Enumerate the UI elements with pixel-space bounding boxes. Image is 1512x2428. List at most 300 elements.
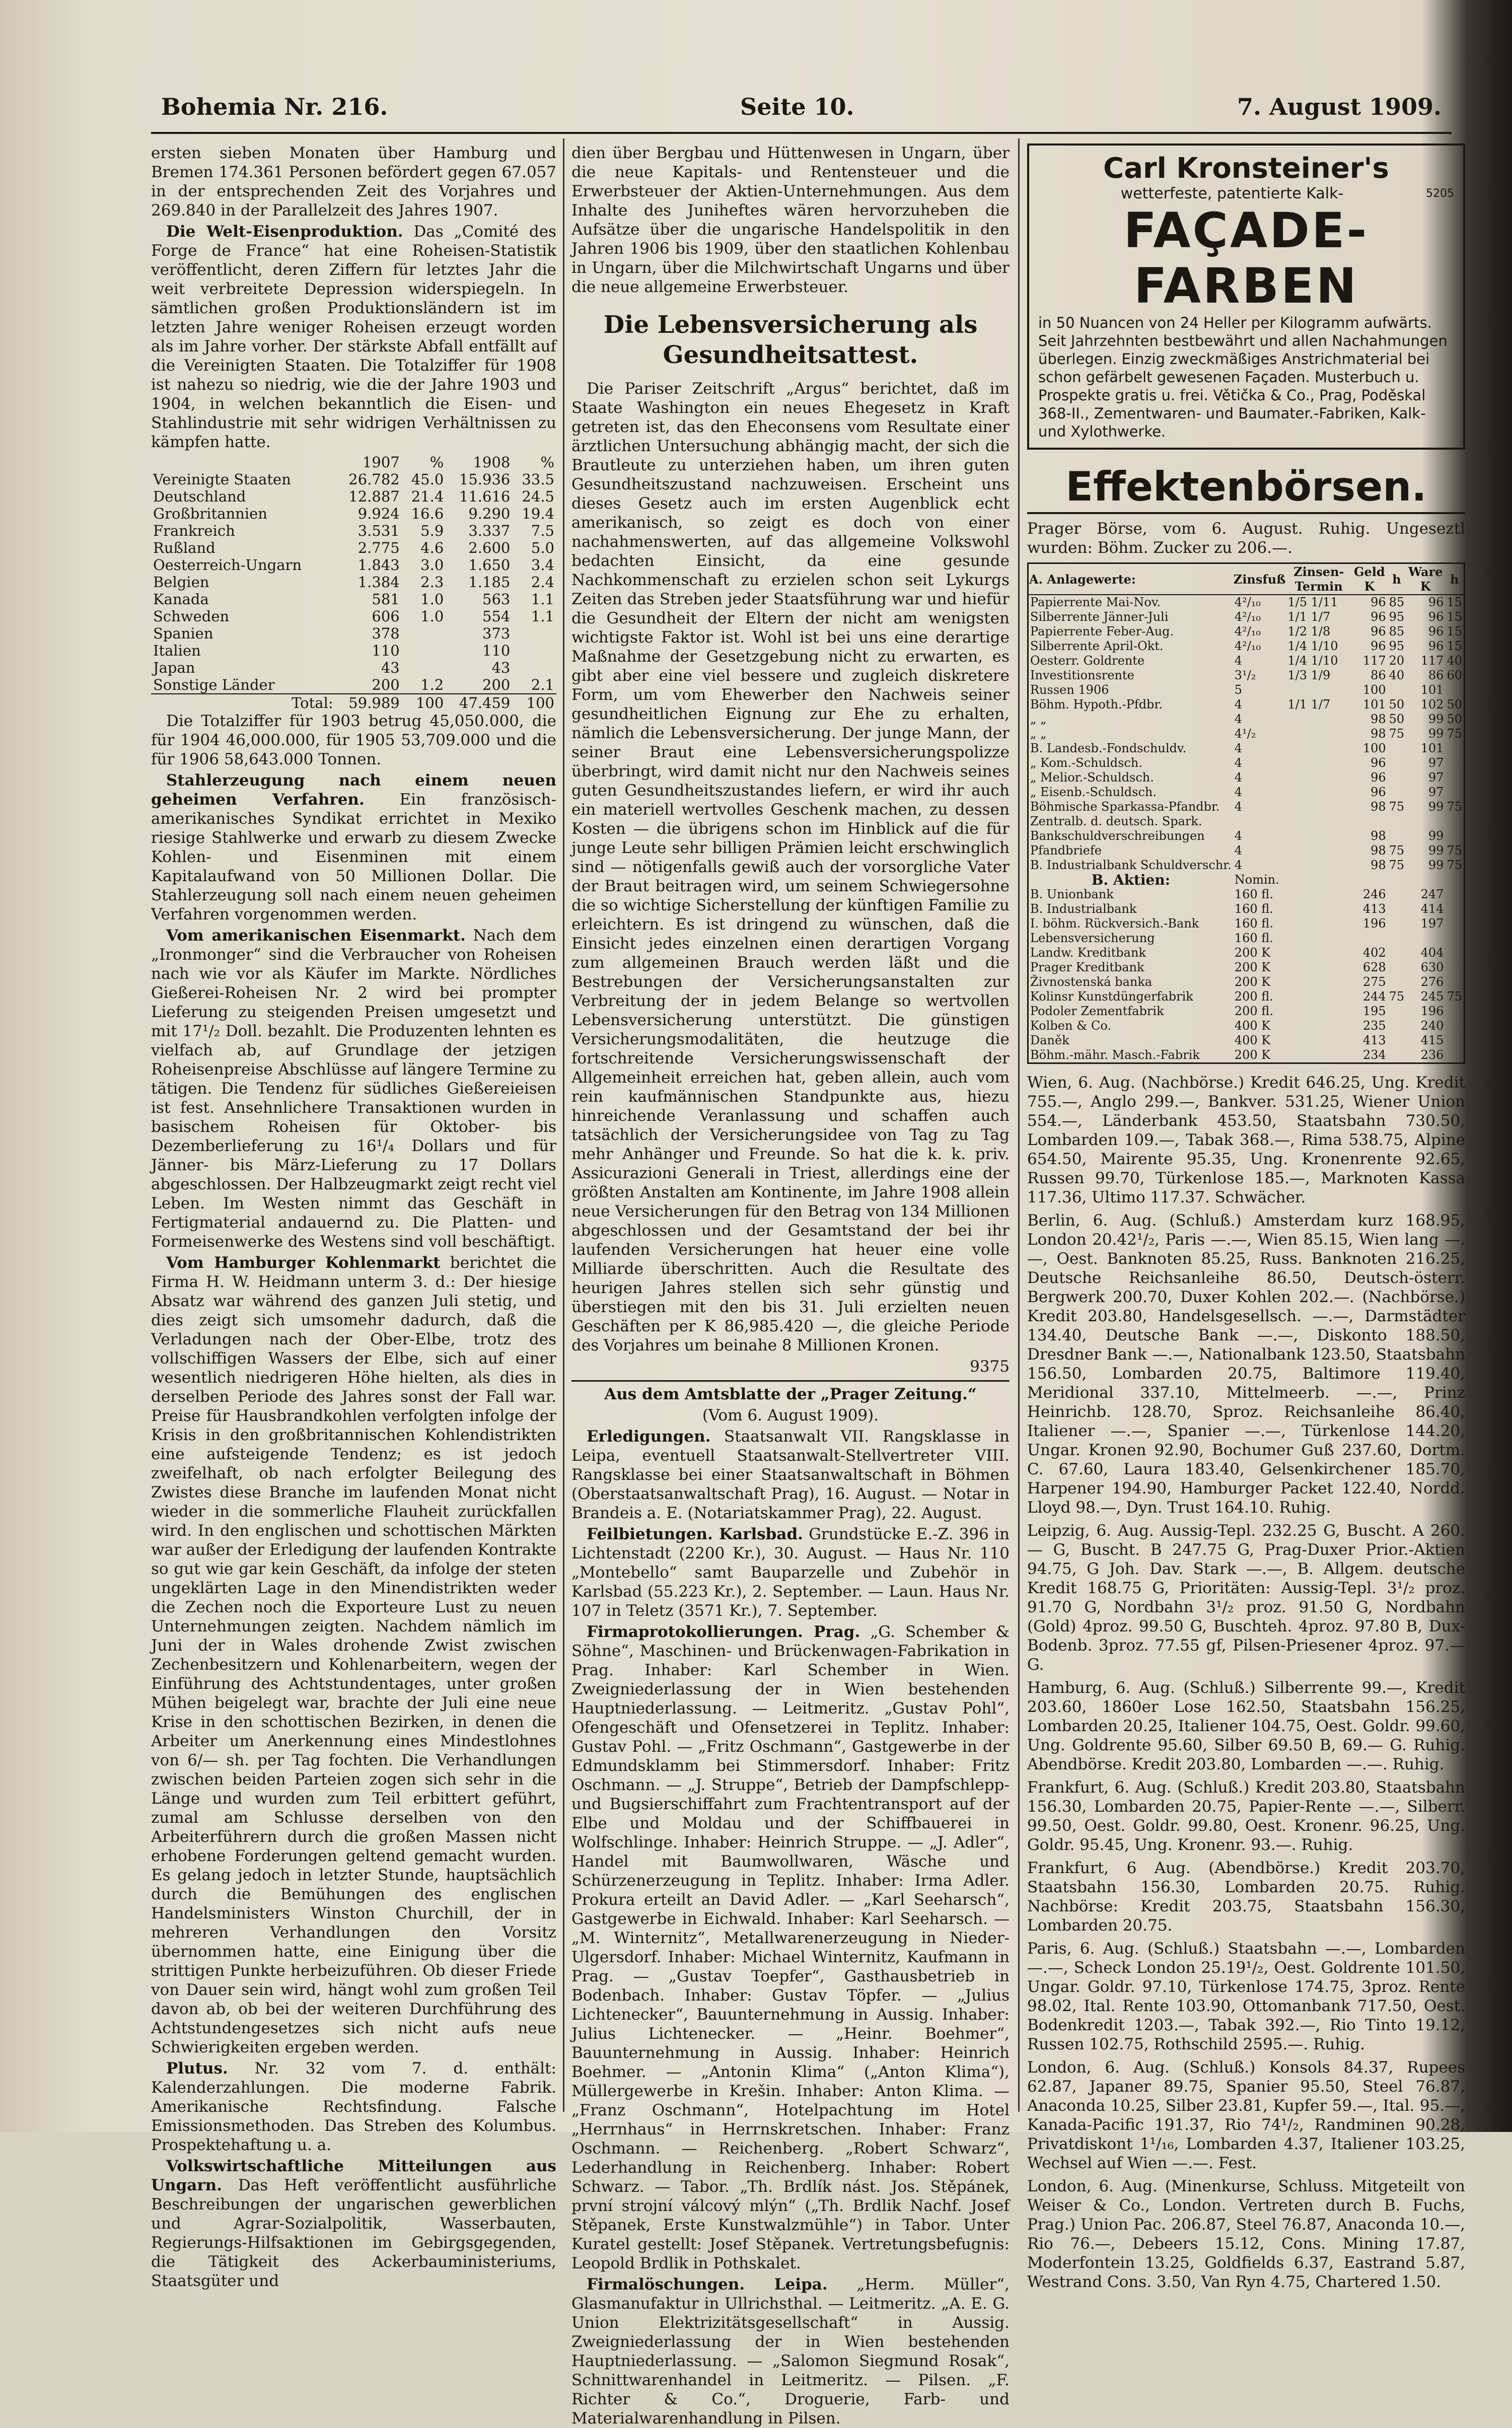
table-cell: 100 (1362, 683, 1386, 697)
table-cell: 96 (1428, 624, 1444, 638)
column-3 (1027, 144, 1465, 2291)
article-hamburg-coal (151, 1253, 556, 2057)
ad-title: FAÇADE-FARBEN (1123, 202, 1369, 314)
table-cell: Total: (292, 694, 333, 711)
table-cell (1388, 683, 1406, 697)
table-cell: 5.9 (420, 522, 444, 539)
table-cell: B. Industrialbank Schuldverschr. (1030, 858, 1232, 872)
table-cell: 606 (372, 608, 400, 625)
table-cell: Kanada (153, 591, 209, 608)
heading-american-iron: Vom amerikanischen Eisenmarkt. (166, 926, 466, 945)
table-cell: Rußland (153, 539, 215, 556)
table-cell (1286, 858, 1351, 873)
table-cell: 4 (1234, 756, 1243, 770)
table-cell: Oesterreich-Ungarn (153, 556, 302, 574)
table-cell: 628 (1362, 960, 1386, 974)
table-cell: 85 (1389, 624, 1405, 638)
table-cell (1286, 975, 1351, 989)
table-cell: Italien (153, 642, 201, 659)
table-row (151, 505, 556, 522)
table-cell: 3.531 (357, 522, 400, 539)
quote-header-cell: h (1388, 563, 1406, 595)
table-cell (1286, 1004, 1351, 1019)
table-cell: 200 K (1234, 1048, 1271, 1062)
table-cell (1445, 1048, 1464, 1063)
table-cell: 96 (1371, 595, 1386, 609)
heading-hungary: Volkswirtschaftliche Mitteilungen aus Ungarn. (151, 2157, 556, 2194)
table-cell: 96 (1371, 639, 1386, 653)
table-cell: 102 (1420, 697, 1444, 711)
table-cell: 12.887 (348, 488, 400, 505)
table-cell (1445, 887, 1464, 902)
quote-header-cell: h (1445, 563, 1464, 595)
table-cell: 75 (1389, 800, 1405, 814)
table-cell (1286, 946, 1351, 960)
table-cell: Zentralb. d. deutsch. Spark. (1030, 814, 1202, 828)
table-cell: 1.1 (531, 591, 554, 608)
table-header-cell: 1907 (362, 454, 400, 471)
table-cell: 101 (1420, 683, 1444, 697)
table-cell: 5.0 (531, 539, 554, 556)
table-cell: 98 (1371, 727, 1386, 741)
table-cell: 15 (1447, 624, 1462, 638)
table-cell: 7.5 (531, 522, 554, 539)
table-cell (1388, 814, 1406, 829)
table-cell: 400 K (1234, 1019, 1271, 1033)
table-cell: 96 (1371, 624, 1386, 638)
table-cell: 200 fl. (1234, 989, 1273, 1004)
table-cell: 4²/₁₀ (1234, 595, 1261, 609)
table-row (151, 608, 556, 625)
table-cell (1406, 814, 1445, 829)
table-row (151, 488, 556, 505)
table-cell: 1/1 1/7 (1287, 697, 1331, 711)
table-cell: 373 (482, 625, 511, 642)
table-header-cell: % (540, 454, 554, 471)
table-cell: 16.6 (411, 505, 444, 522)
table-cell: Großbritannien (153, 505, 267, 522)
table-row (1028, 654, 1465, 668)
table-cell (1388, 931, 1406, 946)
table-cell: 234 (1362, 1048, 1386, 1062)
table-cell: 15 (1447, 595, 1462, 609)
table-header-row (151, 454, 556, 471)
article-hungary (151, 2157, 556, 2291)
article-emigration-end: ersten sieben Monaten über Hamburg und Bremen 174.361 Personen befördert gegen 67.057 in der entsprechenden Zeit des Vorjahres und 269.840 in der Parallelzeit des Jahres 1907. (151, 144, 556, 220)
table-row (1028, 595, 1465, 610)
text-steel: Ein französisch-amerikanisches Syndikat errichtet in Mexiko riesige Stahlwerke und erwarb zu diesem Zwecke Kohlen- und Eisenminen mit einem Kapitalaufwand von 50 Millionen Dollar. Die Stahlerzeugung soll nach einem neuen geheimen Verfahren vorgenommen werden. (151, 791, 556, 923)
table-cell: 1.843 (357, 556, 400, 574)
table-cell (1388, 1019, 1406, 1033)
prague-exchange-intro: Prager Börse, vom 6. August. Ruhig. Ungeseztl wurden: Böhm. Zucker zu 206.—. (1027, 520, 1465, 557)
table-cell: 200 (482, 676, 511, 693)
header-date: 7. August 1909. (1237, 93, 1442, 120)
table-cell (1286, 1033, 1351, 1048)
table-cell: 1/2 1/8 (1287, 624, 1331, 638)
table-cell: 200 (372, 676, 400, 693)
table-cell (1445, 683, 1464, 697)
ad-subtitle-text: wetterfeste, patentierte Kalk- (1120, 185, 1344, 202)
table-cell: 1/4 1/10 (1287, 639, 1338, 653)
table-row (1028, 887, 1465, 902)
quote-header-cell: Ware K (1406, 563, 1445, 595)
table-cell: „ Melior.-Schuldsch. (1030, 770, 1154, 784)
table-cell: 9.924 (357, 505, 400, 522)
table-cell: Japan (153, 659, 195, 676)
table-cell (1445, 931, 1464, 946)
table-cell: 630 (1420, 960, 1444, 974)
table-cell (1351, 814, 1388, 829)
table-row (1028, 683, 1465, 697)
table-cell: 200 fl. (1234, 1004, 1273, 1018)
quote-header-cell: Geld K (1351, 563, 1388, 595)
stock-report-item: London, 6. Aug. (Minenkurse, Schluss. Mitgeteilt von Weiser & Co., London. Vertreten durch B. Fuchs, Prag.) Union Pac. 206.87, Steel 76.87, Anaconda 10.—, Rio 76.—, Debeers 15.12, Cons. Mining 17.87, Moderfontein 13.25, Goldfields 6.37, Eastrand 5.87, Westrand Cons. 3.50, Van Ryn 4.75, Chartered 1.50. (1027, 2177, 1465, 2291)
table-cell (1388, 785, 1406, 800)
table-cell: Böhmische Sparkassa-Pfandbr. (1030, 800, 1220, 814)
table-cell: 101 (1420, 741, 1444, 755)
table-cell: Frankreich (153, 522, 235, 539)
table-cell: 100 (526, 694, 554, 711)
table-cell: 75 (1389, 858, 1405, 872)
table-cell: 4 (1234, 712, 1243, 726)
table-cell (1388, 756, 1406, 770)
table-row (151, 556, 556, 574)
table-cell (512, 642, 556, 659)
table-cell: 1/4 1/10 (1287, 654, 1338, 668)
table-cell (1286, 931, 1351, 946)
stock-exchange-reports (1027, 1073, 1465, 2292)
table-cell: 1.0 (420, 608, 444, 625)
table-cell: 95 (1389, 610, 1405, 624)
table-cell: 276 (1420, 975, 1444, 989)
table-cell: 4.6 (420, 539, 444, 556)
divider (571, 1380, 1010, 1382)
table-row (1028, 1033, 1465, 1048)
table-cell: 75 (1447, 843, 1462, 858)
iron-production-table (151, 454, 556, 711)
table-cell: 236 (1420, 1048, 1444, 1062)
table-cell: 15.936 (459, 471, 511, 488)
text-firm-deletions: „Herm. Müller“, Glasmanufaktur in Ullrichsthal. — Leitmeritz. „A. E. G. Union Elektrizitätsgesellschaft“ in Aussig. Zweigniederlassung der in Wien bestehenden Hauptniederlassung. — „Salomon Siegmund Rosak“, Schnittwarenhandel in Leitmeritz. — Pilsen. „F. Richter & Co.“, Droguerie, Farb- und Materialwarenhandlung in Pilsen. (571, 2275, 1010, 2427)
table-cell: 404 (1420, 946, 1444, 960)
table-cell: „ Kom.-Schuldsch. (1030, 756, 1142, 770)
table-cell: Böhm.-mähr. Masch.-Fabrik (1030, 1048, 1200, 1062)
table-cell: „ „ (1030, 727, 1047, 741)
table-header-cell: % (429, 454, 444, 471)
table-cell (1445, 814, 1464, 829)
table-cell: 50 (1447, 697, 1462, 711)
heading-firm-registrations: Firmaprotokollierungen. Prag. (587, 1623, 860, 1641)
table-cell: 5 (1234, 683, 1243, 697)
article-american-iron (151, 926, 556, 1251)
table-cell: Kolinsr Kunstdüngerfabrik (1030, 989, 1193, 1004)
stock-report-item: Leipzig, 6. Aug. Aussig-Tepl. 232.25 G, Buscht. A 260.— G, Buscht. B 247.75 G, Prag-Duxer Prior.-Aktien 94.75, G Joh. Dav. Stark —.—, B. Allgem. deutsche Kredit 168.75 G, Prioritäten: Aussig-Tepl. 3¹/₂ proz. 91.70 G, Nordbahn 3¹/₂ proz. 91.50 G, Nordbahn (Gold) 4proz. 99.50 G, Buschteh. 4proz. 97.80 B, Dux-Bodenb. 3proz. 77.55 gf, Pilsen-Priesener 4proz. 97.— G. (1027, 1522, 1465, 1674)
header-publication: Bohemia Nr. 216. (161, 93, 388, 120)
table-cell (1286, 814, 1351, 829)
table-cell: Živnostenská banka (1030, 975, 1153, 989)
table-cell: 110 (482, 642, 511, 659)
table-cell: 4 (1234, 843, 1243, 858)
table-cell (402, 659, 446, 676)
table-cell: 43 (381, 659, 400, 676)
table-cell: Oesterr. Goldrente (1030, 654, 1145, 668)
table-cell: 3.337 (468, 522, 511, 539)
table-cell: 1/1 1/7 (1287, 610, 1331, 624)
table-cell (1286, 712, 1351, 727)
table-cell: 45.0 (411, 471, 444, 488)
table-cell: 414 (1420, 902, 1444, 916)
stock-report-item: Frankfurt, 6 Aug. (Abendbörse.) Kredit 203.70, Staatsbahn 156.30, Lombarden 20.75. Ruhig. Nachbörse: Kredit 203.75, Staatsbahn 156.30, Lombarden 20.75. (1027, 1859, 1465, 1935)
table-cell: 50 (1389, 712, 1405, 726)
table-cell: 33.5 (522, 471, 554, 488)
table-row (1028, 756, 1465, 770)
table-cell (1388, 960, 1406, 975)
quote-section-title: B. Aktien: (1091, 872, 1171, 888)
table-cell: 9.290 (468, 505, 511, 522)
heading-plutus: Plutus. (166, 2059, 228, 2078)
table-cell (402, 625, 446, 642)
column-divider-2 (1018, 138, 1020, 2112)
table-cell: 75 (1447, 727, 1462, 741)
table-cell (1286, 887, 1351, 902)
table-row (151, 591, 556, 608)
article-hungary-cont: dien über Bergbau und Hüttenwesen in Ungarn, über die neue Kapitals- und Rentensteuer und die Erwerbsteuer der Aktien-Unternehmungen. Aus dem Inhalte des Juniheftes wären hervorzuheben die Aufsätze über die ungarische Handelspolitik in den Jahren 1906 bis 1909, über den staatlichen Kohlenbau in Ungarn, über die Milchwirtschaft Ungarns und über die neue allgemeine Erwerbsteuer. (571, 144, 1010, 296)
table-cell (1286, 683, 1351, 697)
table-cell: 99 (1428, 712, 1444, 726)
heading-official-gazette: Aus dem Amtsblatte der „Prager Zeitung.“ (604, 1385, 977, 1403)
table-cell (1388, 1048, 1406, 1063)
text-hamburg-coal: berichtet die Firma H. W. Heidmann unterm 3. d.: Der hiesige Absatz war während des ganzen Juli stetig, und dies zeigt sich umsomehr dadurch, daß die Verladungen nach der Ober-Elbe, trotz des vollschiffigen Wassers der Elbe, sich auf einer wesentlich niedrigeren Höhe hielten, als dies in derselben Periode des Jahres sonst der Fall war. Preise für Hausbrandkohlen verfolgten infolge der Krisis in den großbritannischen Kohlendistrikten eine aufsteigende Tendenz; es ist jedoch zweifelhaft, ob nach erfolgter Beilegung des Zwistes diese Branche im laufenden Monat nicht wieder in die sommerliche Flauheit zurückfallen wird. In den englischen und schottischen Märkten war außer der Erledigung der laufenden Kontrakte so gut wie gar kein Geschäft, da infolge der steten ungeklärten Lage in den Minendistrikten weder die Zechen noch die Exporteure Lust zu neuen Unternehmungen zeigten. Nachdem nämlich im Juni der in Wales drohende Zwist zwischen Zechenbesitzern und Kohlenarbeitern, wegen der Einführung des Achtstundentages, unter großen Mühen beigelegt war, brachte der Juli eine neue Krise in den schottischen Bezirken, in denen die Arbeiter um Anerkennung eines Mindestlohnes von 6/— sh. per Tag fochten. Die Verhandlungen zwischen beiden Parteien zogen sich sehr in die Länge und wurden zum Teil erbittert geführt, zumal am Schlusse derselben von den Arbeiterführern durch die großen Massen nicht erhobene Forderungen geltend gemacht wurden. Es gelang jedoch in letzter Stunde, hauptsächlich durch die Bemühungen des englischen Handelsministers Winston Churchill, der in mehreren Verhandlungen den Vorsitz übernommen hatte, eine Einigung über die strittigen Punkte herbeizuführen. Ob dieser Friede von Dauer sein wird, hängt wohl zum großen Teil davon ab, ob bei der weiteren Durchführung des Achtstundengesetzes sich nicht aufs neue Schwierigkeiten ergeben werden. (151, 1254, 556, 2056)
table-cell: 50 (1389, 697, 1405, 711)
table-cell: Spanien (153, 625, 213, 642)
table-row (1028, 741, 1465, 756)
table-cell: 160 fl. (1234, 887, 1273, 901)
table-row (1028, 697, 1465, 712)
table-cell: 96 (1371, 785, 1386, 799)
advertisement-facade-paint (1027, 144, 1465, 450)
table-cell (1233, 814, 1286, 829)
table-row (1028, 639, 1465, 654)
article-life-insurance: Die Pariser Zeitschrift „Argus“ berichtet, daß im Staate Washington ein neues Ehegesetz in Kraft getreten ist, das den Eheconsens vom Resultate einer ärztlichen Untersuchung abhängig macht, der sich die Brautleute zu unterziehen haben, um ihren guten Gesundheitszustand nachzuweisen. Erscheint uns dieses Gesetz auch im ersten Augenblick echt amerikanisch, so zeigt es doch von einer nachahmenswerten, auf das allgemeine Volkswohl bedachten Einsicht, da eine gesunde Nachkommenschaft zu erzielen schon seit Lykurgs Zeiten das Streben jeder Staatsführung war und hiefür die Gesundheit der Eltern der nicht am wenigsten wichtigste Faktor ist. Wohl ist bei uns eine derartige Maßnahme der Gesetzgebung nicht zu erwarten, es gibt aber eine viel bessere und zugleich diskretere Form, um vom Ehewerber den Nachweis seiner gesundheitlichen Eignung zur Ehe zu erhalten, nämlich die Lebensversicherung. Der junge Mann, der seiner Braut eine Lebensversicherungspolizze überbringt, wird damit nicht nur den Nachweis seines guten Gesundheitszustandes liefern, er wird ihr auch ein materiell wertvolles Geschenk machen, zu dessen Kosten — die übrigens schon im Hinblick auf die für junge Leute sehr billigen Prämien leicht erschwinglich sind — nötigenfalls gewiß auch der vorsorgliche Vater der Braut beitragen wird, um seinem Schwiegersohne die so wichtige Sicherstellung der künftigen Familie zu erleichtern. Es ist dringend zu wünschen, daß die Einsicht jedes einzelnen einen derartigen Vorgang zum allgemeinen Brauch werden läßt und die Bestrebungen der Versicherungsanstalten zur Verbreitung der in jedem Belange so wertvollen Lebensversicherung unterstützt. Die günstigen Versicherungsmodalitäten, die heutzuge die fortschreitende Versicherungswissenschaft der Allgemeinheit erreichen hat, geben allein, auch vom rein kaufmännischen Standpunkte aus, hiezu hinreichende Veranlassung und schaffen auch tatsächlich der Versicherungsidee von Tag zu Tag mehr Anhänger und Freunde. So hat die k. k. priv. Assicurazioni Generali in Triest, allerdings eine der größten Anstalten am Kontinente, im Jahre 1908 allein neue Versicherungen für den Betrag von 134 Millionen abgeschlossen und der Gesamtstand der bei ihr laufenden Versicherungen hat heuer eine volle Milliarde überschritten. Auch die Resultate des heurigen Jahres stellen sich sehr günstig und überstiegen mit den bis 31. Juli erzielten neuen Geschäften per K 86,985.420 —, die gleiche Periode des Vorjahres um beinahe 8 Millionen Kronen. (571, 380, 1010, 1354)
table-cell: 3.4 (531, 556, 554, 574)
table-cell: Belgien (153, 574, 209, 591)
table-row (1028, 902, 1465, 916)
table-cell: 101 (1362, 697, 1386, 711)
quote-table-section-b-header (1028, 873, 1465, 887)
table-cell: 563 (482, 591, 511, 608)
stock-report-item: Frankfurt, 6. Aug. (Schluß.) Kredit 203.80, Staatsbahn 156.30, Lombarden 20.75, Papier-Rente —.—, Silberr. 99.50, Oest. Goldr. 99.80, Oest. Kronenr. 96.25, Ung. Goldr. 95.45, Ung. Kronenr. 93.—. Ruhig. (1027, 1778, 1465, 1854)
article-auctions (571, 1525, 1010, 1620)
table-cell: 15 (1447, 639, 1462, 653)
table-cell: Lebensversicherung (1030, 931, 1155, 945)
table-cell: 1/5 1/11 (1287, 595, 1338, 609)
column-1 (151, 144, 557, 2290)
table-cell: Schweden (153, 608, 230, 625)
table-cell: 200 K (1234, 960, 1271, 974)
table-cell: 4 (1234, 829, 1243, 843)
table-cell: 40 (1447, 654, 1462, 668)
table-cell: 200 K (1234, 946, 1271, 960)
table-cell: Silberrente Jänner-Juli (1030, 610, 1169, 624)
official-gazette-date: (Vom 6. August 1909). (702, 1406, 879, 1424)
table-cell: 60 (1447, 668, 1462, 682)
table-row (151, 642, 556, 659)
article-vacancies (571, 1427, 1010, 1523)
heading-life-insurance: Die Lebensversicherung als Gesundheitsattest. (603, 311, 978, 369)
table-cell (1388, 1033, 1406, 1048)
table-cell: 1.1 (531, 608, 554, 625)
table-cell: 117 (1362, 654, 1386, 668)
table-cell (1286, 1048, 1351, 1063)
table-cell: 43 (491, 659, 511, 676)
table-cell: 99 (1428, 829, 1444, 843)
table-cell (402, 642, 446, 659)
table-cell: 21.4 (411, 488, 444, 505)
table-row (1028, 946, 1465, 960)
prague-quote-table (1027, 562, 1465, 1064)
table-cell: 24.5 (522, 488, 554, 505)
table-cell: 19.4 (522, 505, 554, 522)
table-cell (1445, 756, 1464, 770)
table-cell (1286, 756, 1351, 770)
table-row (1028, 610, 1465, 624)
table-cell: 99 (1428, 843, 1444, 858)
table-cell: 196 (1362, 916, 1386, 931)
table-cell: 97 (1428, 770, 1444, 784)
table-cell (1388, 902, 1406, 916)
text-auctions: Grundstücke E.-Z. 396 in Lichtenstadt (2200 Kr.), 30. August. — Haus Nr. 110 „Montebello“ samt Bauparzelle und Zubehör in Karlsbad (55.223 Kr.), 2. September. — Laun. Haus Nr. 107 in Teletz (3571 Kr.), 7. September. (571, 1525, 1010, 1620)
quote-table-section-a (1028, 595, 1465, 873)
page-header (161, 93, 1442, 128)
quote-table-section-b (1028, 887, 1465, 1063)
table-cell: 100 (415, 694, 444, 711)
table-header-cell: 1908 (473, 454, 511, 471)
table-cell: 97 (1428, 785, 1444, 799)
table-cell: 245 (1420, 989, 1444, 1004)
table-cell: 4²/₁₀ (1234, 610, 1261, 624)
table-cell: Papierrente Feber-Aug. (1030, 624, 1174, 638)
table-cell (1388, 770, 1406, 785)
table-cell: B. Landesb.-Fondschuldv. (1030, 741, 1187, 755)
table-cell: 4 (1234, 697, 1243, 711)
table-cell (1286, 785, 1351, 800)
table-cell: 246 (1362, 887, 1386, 901)
table-cell: Podoler Zementfabrik (1030, 1004, 1164, 1018)
table-cell: 75 (1389, 727, 1405, 741)
table-cell: 86 (1428, 668, 1444, 682)
table-cell: 581 (372, 591, 400, 608)
table-cell (1388, 887, 1406, 902)
table-cell: 85 (1389, 595, 1405, 609)
quote-header-cell: A. Anlagewerte: (1028, 563, 1233, 595)
table-cell (1445, 916, 1464, 931)
table-cell: 1/3 1/9 (1287, 668, 1331, 682)
table-cell: 96 (1371, 756, 1386, 770)
article-iron-production (151, 222, 556, 452)
table-cell (1388, 916, 1406, 931)
table-cell: 59.989 (348, 694, 400, 711)
table-cell: 415 (1420, 1033, 1444, 1047)
table-cell: 4 (1234, 858, 1243, 872)
table-cell: 75 (1447, 989, 1462, 1004)
table-cell: 40 (1389, 668, 1405, 682)
table-cell (1388, 946, 1406, 960)
stock-report-item: Wien, 6. Aug. (Nachbörse.) Kredit 646.25, Ung. Kredit 755.—, Anglo 299.—, Bankver. 531.25, Wiener Union 554.—, Länderbank 453.50, Staatsbahn 730.50, Lombarden 109.—, Tabak 368.—, Rima 538.75, Alpine 654.50, Mairente 95.35, Ung. Kronenrente 92.65, Russen 99.70, Türkenlose 185.—, Marknoten Kassa 117.36, Ultimo 117.37. Schwächer. (1027, 1074, 1465, 1206)
table-cell: 4 (1234, 654, 1243, 668)
table-cell: Papierrente Mai-Nov. (1030, 595, 1161, 609)
table-row (1028, 1019, 1465, 1033)
table-cell: 75 (1447, 858, 1462, 872)
table-cell: Daněk (1030, 1033, 1069, 1047)
table-row (151, 539, 556, 556)
table-cell: 2.775 (357, 539, 400, 556)
table-cell: 4 (1234, 741, 1243, 755)
text-plutus: Nr. 32 vom 7. d. enthält: Kalenderzahlungen. Die moderne Fabrik. Amerikanische Rechtsfindung. Falsche Emissionsmethoden. Das Streben des Kolumbus. Prospektehaftung u. a. (151, 2059, 556, 2154)
stock-report-item: London, 6. Aug. (Schluß.) Konsols 84.37, Rupees 62.87, Japaner 89.75, Spanier 95.50, Steel 76.87, Anaconda 10.25, Silber 23.81, Kupfer 59.—, Ital. 95.—, Kanada-Pacific 191.37, Rio 74¹/₂, Randminen 90.28, Privatdiskont 1¹/₁₆, Lombarden 4.37, Italiener 103.25, Wechsel auf Wien —.—. Fest. (1027, 2058, 1465, 2172)
stock-report-item: Paris, 6. Aug. (Schluß.) Staatsbahn —.—, Lombarden —.—, Scheck London 25.19¹/₂, Oest. Goldrente 101.50, Ungar. Goldr. 97.10, Türkenlose 174.75, 3proz. Rente 98.02, Ital. Rente 103.90, Ottomanbank 717.50, Oest. Bodenkredit 1203.—, Tabak 392.—, Rio Tinto 19.12, Russen 102.75, Rothschild 2595.—. Ruhig. (1027, 1940, 1465, 2053)
table-row (1028, 727, 1465, 741)
table-cell: 4²/₁₀ (1234, 639, 1261, 653)
table-cell (1286, 829, 1351, 843)
table-cell: 4 (1234, 770, 1243, 784)
table-row (1028, 960, 1465, 975)
article-plutus (151, 2059, 556, 2155)
table-cell: 96 (1428, 595, 1444, 609)
table-row (151, 659, 556, 676)
ad-subtitle (1038, 185, 1454, 203)
table-cell: 378 (372, 625, 400, 642)
table-cell (1286, 902, 1351, 916)
table-cell (1286, 770, 1351, 785)
table-cell: 20 (1389, 654, 1405, 668)
table-cell (1445, 1019, 1464, 1033)
article-steel-mexico (151, 771, 556, 924)
table-row (151, 522, 556, 539)
ad-body: in 50 Nuancen von 24 Heller per Kilogramm aufwärts. Seit Jahrzehnten bestbewährt und allen Nachahmungen überlegen. Einzig zweckmäßiges Anstrichmaterial bei schon gefärbelt gewesenen Façaden. Musterbuch u. Prospekte gratis u. frei. Větička & Co., Prag, Poděskal 368-II., Zementwaren- und Baumater.-Fabriken, Kalk- und Xylothwerke. (1038, 314, 1448, 440)
table-cell: 235 (1362, 1019, 1386, 1033)
heading-iron-production: Die Welt-Eisenproduktion. (166, 223, 403, 241)
table-cell: B. Unionbank (1030, 887, 1114, 901)
table-cell: 3¹/₂ (1234, 668, 1256, 682)
table-cell (1286, 727, 1351, 741)
stock-report-item: Berlin, 6. Aug. (Schluß.) Amsterdam kurz 168.95, London 20.42¹/₂, Paris —.—, Wien 85.15, Wien lang —.—, Oest. Banknoten 85.25, Russ. Banknoten 216.25, Deutsche Reichsanleihe 86.50, Deutsch-österr. Bergwerk 200.70, Duxer Kohlen 202.—. (Nachbörse.) Kredit 203.80, Handelsgesellsch. —.—, Darmstädter 134.40, Deutsche Bank —.—, Diskonto 188.50, Dresdner Bank —.—, Nationalbank 123.50, Staatsbahn 156.50, Lombarden 20.75, Baltimore 119.40, Meridional 337.10, Mittelmeerb. —.—, Prinz Heinrichb. 128.70, Sproz. Reichsanleihe 86.40, Italiener —.—, Spanier —.—, Türkenlose 144.20, Ungar. Kronen 92.90, Bochumer Guß 237.60, Dortm. C. 67.60, Laura 183.40, Gelsenkirchener 185.70, Harpener 194.90, Hamburger Packet 122.40, Nordd. Lloyd 98.—, Dyn. Trust 164.10. Ruhig. (1027, 1211, 1465, 1517)
table-cell: 75 (1389, 989, 1405, 1004)
table-cell: Investitionsrente (1030, 668, 1134, 682)
table-cell (1286, 800, 1351, 814)
quote-header-cell: Zinsen-Termin (1286, 563, 1351, 595)
table-cell (1406, 931, 1445, 946)
text-american-iron: Nach dem „Ironmonger“ sind die Verbraucher von Roheisen nach wie vor als Käufer im Markte. Nördliches Gießerei-Roheisen Nr. 2 wird bei prompter Lieferung zu steigenden Preisen umgesetzt und mit 17¹/₂ Doll. bezahlt. Die Produzenten lehnten es vielfach ab, auf Grundlage der jetzigen Roheisenpreise Abschlüsse auf längere Termine zu tätigen. Die Tendenz für südliches Gießereieisen ist fest. Ansehnlichere Transaktionen wurden in basischem Roheisen für Oktober- bis Dezemberlieferung zu 16¹/₄ Dollars und für Jänner- bis März-Lieferung zu 17 Dollars abgeschlossen. Der Halbzeugmarkt zeigt recht viel Leben. Im Westen nimmt das Geschäft in Fertigmaterial andauernd zu. Die Platten- und Formeisenwerke des Westens sind voll beschäftigt. (151, 926, 556, 1251)
quote-section-nominal: Nomin. (1234, 873, 1279, 887)
table-row (1028, 668, 1465, 683)
quote-header-cell: Zinsfuß (1233, 563, 1286, 595)
table-cell (1351, 931, 1388, 946)
table-cell: 402 (1362, 946, 1386, 960)
table-cell: 244 (1362, 989, 1386, 1004)
header-page-number: Seite 10. (740, 93, 854, 120)
table-cell: 98 (1371, 712, 1386, 726)
table-row (1028, 858, 1465, 873)
text-vacancies: Staatsanwalt VII. Rangsklasse in Leipa, eventuell Staatsanwalt-Stellvertreter VIII. Rangsklasse bei einer Staatsanwaltschaft in Böhmen (Oberstaatsanwaltschaft Prag), 16. August. — Notar in Brandeis a. E. (Notariatskammer Prag), 22. August. (571, 1427, 1010, 1522)
ad-firm-name: Carl Kronsteiner's (1103, 152, 1389, 185)
table-cell: 47.459 (459, 694, 511, 711)
table-row (1028, 712, 1465, 727)
heading-hamburg-coal: Vom Hamburger Kohlenmarkt (166, 1254, 441, 1272)
table-cell (1445, 1033, 1464, 1048)
table-cell (1286, 843, 1351, 858)
table-cell: 96 (1371, 610, 1386, 624)
heading-vacancies: Erledigungen. (587, 1427, 711, 1446)
